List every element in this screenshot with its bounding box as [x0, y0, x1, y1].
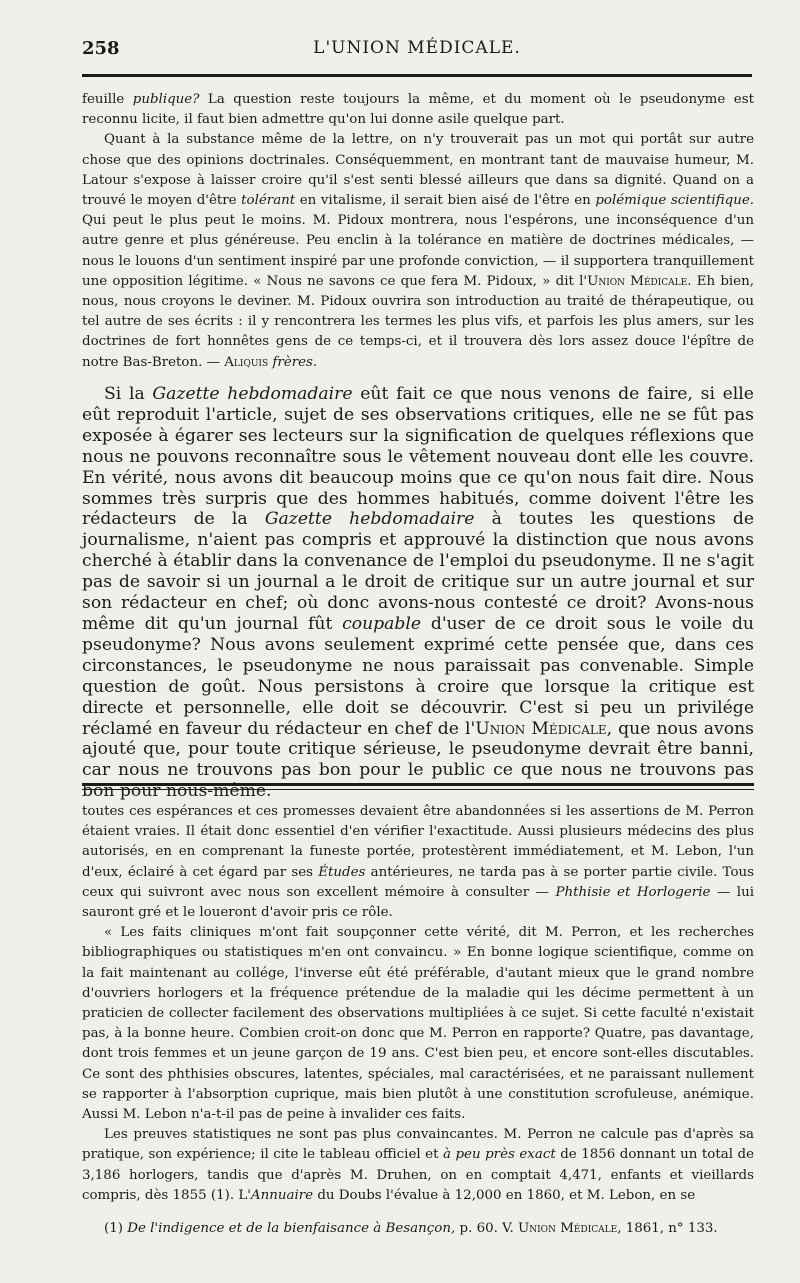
text-run: . Eh bien, nous, nous croyons le deviner. M. Pidoux ouvrira son introduction au traité de thérapeutique, ou tel autre de ses écrits : il y rencontrera les termes les plus vifs, et parfois les plus amers, sur les doctrines de fort honnêtes gens de ce temps-ci, et il trouvera dès lors assez douce l'épître de notre Bas-Breton. — [82, 273, 754, 370]
text-run: Quant à la substance même de la lettre, on n'y trouverait pas un mot qui portât sur autre chose que des opinions doctrinales. Conséquemment, en montrant tant de mauvaise humeur, M. Latour s'expose à laisser croire qu'il s'est senti blessé ailleurs que dans sa dignité. Quand on a trouvé le moyen d'être [82, 132, 754, 209]
letter-paragraph [82, 130, 754, 372]
footnote-marker: (1) [104, 1221, 128, 1236]
response-paragraph [82, 384, 754, 802]
text-run: Si la [104, 384, 153, 404]
italic-run: polémique scientifique. [595, 193, 754, 209]
section-divider [82, 783, 754, 790]
text-run: toutes ces espérances et ces promesses devaient être abandonnées si les assertions de M. Perron étaient vraies. Il était donc essentiel d'en vérifier l'exactitude. Aussi plusieurs médecins des plus autorisés, en en comprenant la funeste portée, protestèrent immédiatement, et M. Lebon, l'un d'eux, éclairé à cet égard par ses [82, 804, 754, 880]
italic-run: De l'indigence et de la bienfaisance à Besançon, [127, 1221, 456, 1236]
text-run: antérieures, ne tarda pas à se porter partie civile. Tous ceux qui suivront avec nous son excellent mémoire à consulter — [82, 864, 754, 900]
text-run: — lui sauront gré et le loueront d'avoir pris ce rôle. [82, 884, 754, 921]
text-run: , 1861, n° 133. [617, 1221, 718, 1236]
feuilleton-paragraph [82, 802, 754, 923]
text-run: p. 60. V. [455, 1221, 518, 1236]
italic-run: tolérant [241, 193, 296, 209]
italic-run: Gazette hebdomadaire [152, 384, 353, 404]
text-run: Les preuves statistiques ne sont pas plus convaincantes. M. Perron ne calcule pas d'après sa pratique, son expérience; il cite le tableau officiel et [82, 1127, 754, 1163]
text-run: La question reste toujours la même, et du moment où le pseudonyme est reconnu licite, il faut bien admettre qu'on lui donne asile quelque part. [82, 92, 754, 128]
italic-run: Annuaire [250, 1187, 314, 1203]
italic-run: coupable [342, 613, 422, 634]
italic-run: publique? [132, 92, 200, 107]
feuilleton-paragraph: « Les faits cliniques m'ont fait soupçonner cette vérité, dit M. Perron, et les recherches bibliographiques ou statistiques m'en ont convaincu. » En bonne logique scientifique, comme on la fait maintenant au collége, l'inverse eût été préférable, d'autant mieux que le grand nombre d'ouvriers horlogers et la fréquence prétendue de la maladie qui les décime permettent à un praticien de collecter facilement des observations multipliées à ce sujet. Si cette faculté n'existait pas, à la bonne heure. Combien croit-on donc que M. Perron en rapporte? Quatre, pas davantage, dont trois femmes et un jeune garçon de 19 ans. C'est bien peu, et encore sont-elles discutables. Ce sont des phthisies obscures, latentes, spéciales, mal caractérisées, et ne paraissant nullement se rapporter à l'absorption cuprique, mais bien plutôt à une constitution scrofuleuse, anémique. Aussi M. Lebon n'a-t-il pas de peine à invalider ces faits. [82, 925, 754, 1123]
footnote [82, 1219, 754, 1239]
page-header [82, 30, 752, 77]
running-title: L'UNION MÉDICALE. [313, 38, 521, 58]
journal-name: Union Médicale [587, 273, 688, 289]
journal-name: Union Médicale [475, 718, 607, 739]
text-run: d'user de ce droit sous le voile du pseudonyme? Nous avons seulement exprimé cette pensée que, dans ces circonstances, le pseudonyme ne nous paraissait pas convenable. Simple question de goût. Nous persistons à croire que lorsque la critique est directe et personnelle, elle doit se découvrir. C'est si peu un privilége réclamé en faveur du rédacteur en chef de l' [82, 613, 754, 739]
signature-name: Aliquis [224, 354, 269, 370]
italic-run: Phthisie et Horlogerie [555, 884, 711, 900]
italic-run: à peu près exact [442, 1147, 556, 1163]
text-run: eût fait ce que nous venons de faire, si elle eût reproduit l'article, sujet de ses observations critiques, elle ne se fût pas exposée à égarer ses lecteurs sur la signification de quelques réflexions que nous ne pouvons reconnaître sous le vêtement nouveau dont elle les couvre. En vérité, nous avons dit beaucoup moins que ce qu'on nous fait dire. Nous sommes très surpris que des hommes habitués, comme doivent l'être les rédacteurs de la [82, 384, 754, 530]
text-run: du Doubs l'évalue à 12,000 en 1860, et M. Lebon, en se [313, 1187, 696, 1203]
letter-text [82, 90, 754, 373]
italic-run: Études [318, 864, 366, 880]
italic-run: Gazette hebdomadaire [264, 509, 475, 530]
text-run: en vitalisme, il serait bien aisé de l'être en [295, 193, 596, 209]
text-run: à toutes les questions de journalisme, n'aient pas compris et approuvé la distinction que nous avons cherché à établir dans la convenance de l'emploi du pseudonyme. Il ne s'agit pas de savoir si un journal a le droit de critique sur un autre journal et sur son rédacteur en chef; où donc avons-nous contesté ce droit? Avons-nous même dit qu'un journal fût [82, 509, 754, 634]
text-run: feuille [82, 92, 133, 107]
italic-run: frères. [268, 354, 318, 370]
text-run: , que nous avons ajouté que, pour toute critique sérieuse, le pseudonyme devrait être banni, car nous ne trouvons pas bon pour le public ce que nous ne trouvons pas bon pour nous-même. [82, 718, 755, 802]
feuilleton-text [82, 802, 754, 1206]
letter-paragraph [82, 90, 754, 130]
text-run: Qui peut le plus peut le moins. M. Pidoux montrera, nous l'espérons, une inconséquence d'un autre genre et plus généreuse. Peu enclin à la tolérance en matière de doctrines médicales, — nous le louons d'un sentiment inspiré par une profonde conviction, — il supportera tranquillement une opposition légitime. « Nous ne savons ce que fera M. Pidoux, » dit l' [82, 213, 754, 289]
journal-name: Union Médicale [517, 1221, 618, 1236]
feuilleton-paragraph [82, 1125, 754, 1206]
page-number: 258 [82, 38, 120, 59]
editorial-response [82, 384, 754, 802]
text-run: de 1856 donnant un total de 3,186 horlogers, tandis que d'après M. Druhen, on en comptait 4,471, enfants et vieillards compris, dès 1855 (1). L' [82, 1147, 754, 1203]
